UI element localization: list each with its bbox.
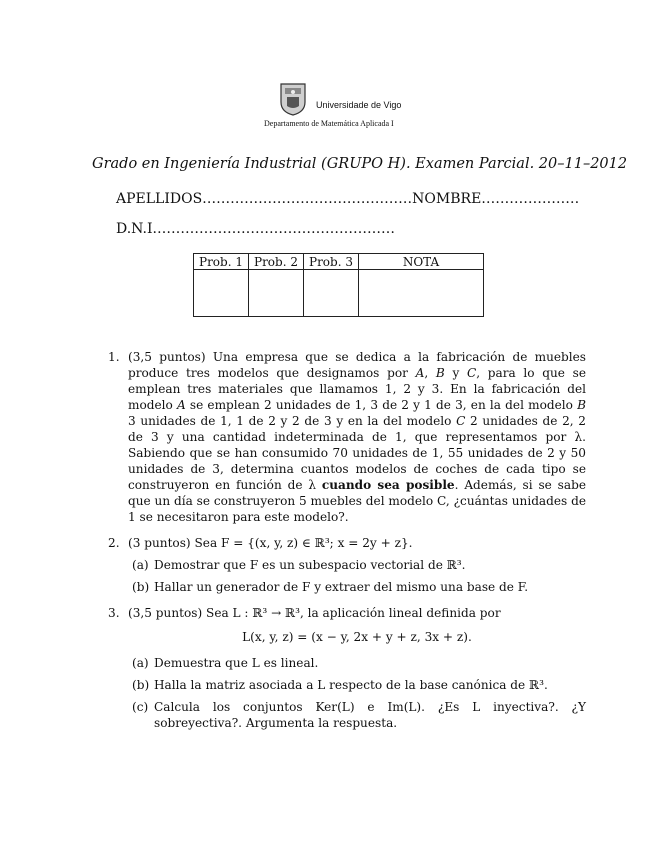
var-C: C — [466, 366, 477, 380]
text-segment: . Además, si se sabe que un día se construyeron 5 muebles del modelo C, ¿cuántas unidades de 1 se necesitaron para este modelo?. — [128, 478, 586, 524]
grade-cell-nota — [359, 270, 484, 317]
subpart-b — [132, 579, 586, 595]
subpart-label: (a) — [132, 558, 149, 572]
dni-label: D.N.I. — [116, 221, 157, 237]
linear-map-formula: L(x, y, z) = (x − y, 2x + y + z, 3x + z). — [242, 630, 472, 644]
subpart-c — [132, 699, 586, 731]
var-A: A — [176, 398, 186, 412]
grade-table — [193, 253, 484, 317]
text-segment: y — [444, 366, 467, 380]
text-segment: 3 unidades de 1, 1 de 2 y 2 de 3 y en la del modelo — [128, 414, 457, 428]
department-name: Departamento de Matemática Aplicada I — [264, 119, 394, 128]
subpart-label: (b) — [132, 678, 150, 692]
text-segment: 2 unidades de 2, 2 de 3 y una cantidad indeterminada de 1, que representamos por λ. Sabiendo que se han consumido 70 unidades de 1, 55 unidades de 2 y 50 unidades de 3, determina cuantos modelos de coches de cada tipo se construyeron en función de λ — [128, 414, 586, 492]
var-B: B — [577, 398, 586, 412]
var-B: B — [435, 366, 445, 380]
university-header — [264, 80, 428, 130]
grade-header-prob3: Prob. 3 — [304, 254, 359, 270]
exam-title: Grado en Ingeniería Industrial (GRUPO H). Examen Parcial. 20–11–2012 — [92, 156, 628, 172]
subpart-label: (c) — [132, 700, 149, 714]
problem-points: (3,5 puntos) — [128, 350, 206, 364]
problem-number: 3. — [108, 606, 120, 620]
subpart-text: Halla la matriz asociada a L respecto de la base canónica de ℝ³. — [154, 678, 548, 692]
subpart-text: Demostrar que F es un subespacio vectorial de ℝ³. — [154, 558, 466, 572]
problem-2 — [108, 535, 586, 595]
subpart-text: Hallar un generador de F y extraer del mismo una base de F. — [154, 580, 529, 594]
grade-cell-prob1 — [194, 270, 249, 317]
var-A: A — [415, 366, 425, 380]
apellidos-label: APELLIDOS — [116, 191, 203, 207]
university-seal-icon — [278, 82, 308, 116]
var-C: C — [456, 414, 466, 428]
text-segment: se emplean 2 unidades de 1, 3 de 2 y 1 de 3, en la del modelo — [185, 398, 578, 412]
problem-statement: Sea F = {(x, y, z) ∈ ℝ³; x = 2y + z}. — [190, 536, 413, 550]
problem-1 — [108, 349, 586, 525]
problem-number: 1. — [108, 350, 120, 364]
problem-text — [128, 535, 586, 595]
subpart-label: (a) — [132, 656, 149, 670]
problem-points: (3,5 puntos) — [128, 606, 203, 620]
subpart-b — [132, 677, 586, 693]
problem-text — [128, 605, 586, 731]
emphasis: cuando sea posible — [321, 478, 455, 492]
problem-points: (3 puntos) — [128, 536, 191, 550]
problem-statement: Sea L : ℝ³ → ℝ³, la aplicación lineal definida por — [202, 606, 501, 620]
text-segment: , para lo que se emplean tres materiales que llamamos 1, 2 y 3. En la fabricación del modelo — [128, 366, 586, 412]
subpart-text: Calcula los conjuntos Ker(L) e Im(L). ¿Es L inyectiva?. ¿Y sobreyectiva?. Argumenta la respuesta. — [154, 700, 586, 730]
grade-header-prob1: Prob. 1 — [194, 254, 249, 270]
nombre-field: ………………… — [481, 191, 580, 207]
grade-cell-prob2 — [249, 270, 304, 317]
grade-header-prob2: Prob. 2 — [249, 254, 304, 270]
nombre-label: NOMBRE — [412, 191, 482, 207]
grade-header-nota: NOTA — [359, 254, 484, 270]
apellidos-field: ……………………………………… — [202, 191, 413, 207]
subpart-label: (b) — [132, 580, 150, 594]
text-segment: Una empresa que se dedica a la fabricación de muebles produce tres modelos que designamos por — [128, 350, 586, 380]
university-name: Universidade de Vigo — [316, 100, 402, 110]
subpart-text: Demuestra que L es lineal. — [154, 656, 319, 670]
problem-number: 2. — [108, 536, 120, 550]
problem-3 — [108, 605, 586, 731]
grade-cell-prob3 — [304, 270, 359, 317]
dni-line — [116, 221, 395, 237]
subpart-a — [132, 655, 586, 671]
text-segment: , — [424, 366, 436, 380]
problem-list — [108, 349, 586, 741]
subpart-a — [132, 557, 586, 573]
dni-field: …………………………………………… — [156, 221, 395, 237]
problem-text — [128, 349, 586, 525]
name-line — [116, 191, 579, 207]
